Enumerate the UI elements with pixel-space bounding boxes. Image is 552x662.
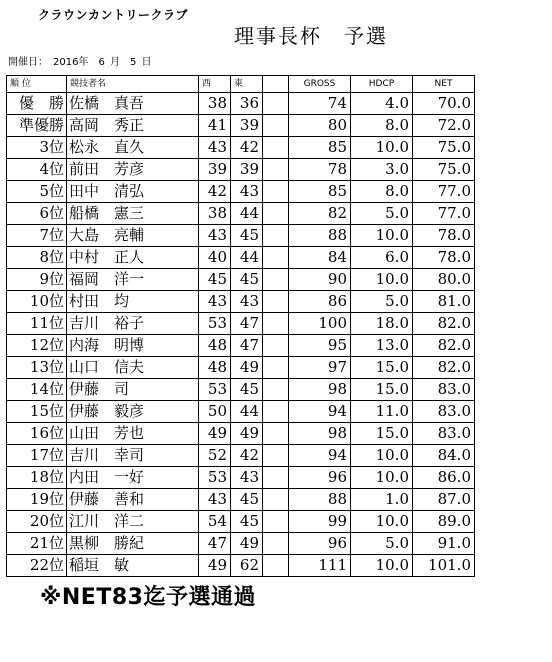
hdcp-cell: 1.0 [351,489,413,511]
player-name-cell: 山田 芳也 [67,423,199,445]
out-score-cell: 49 [199,423,231,445]
net-cell: 75.0 [413,159,475,181]
hdcp-cell: 13.0 [351,335,413,357]
gross-cell: 85 [289,137,351,159]
page-title: 理事長杯 予選 [234,24,388,48]
player-name-cell: 黒柳 勝紀 [67,533,199,555]
net-cell: 101.0 [413,555,475,577]
hdcp-cell: 8.0 [351,181,413,203]
gross-cell: 84 [289,247,351,269]
rank-cell: 16位 [7,423,67,445]
player-name-cell: 福岡 洋一 [67,269,199,291]
out-score-cell: 45 [199,269,231,291]
player-name-cell: 田中 清弘 [67,181,199,203]
table-header-row [7,76,475,93]
table-row [7,379,475,401]
net-cell: 89.0 [413,511,475,533]
in-score-cell: 39 [231,159,263,181]
player-name-cell: 内海 明博 [67,335,199,357]
out-score-cell: 48 [199,357,231,379]
out-score-cell: 50 [199,401,231,423]
hdcp-cell: 15.0 [351,357,413,379]
rank-cell: 6位 [7,203,67,225]
net-cell: 82.0 [413,313,475,335]
header-name: 競技者名 [67,76,199,93]
blank-cell [263,115,289,137]
rank-cell: 20位 [7,511,67,533]
blank-cell [263,181,289,203]
blank-cell [263,445,289,467]
hdcp-cell: 6.0 [351,247,413,269]
rank-cell: 18位 [7,467,67,489]
hdcp-cell: 8.0 [351,115,413,137]
gross-cell: 98 [289,379,351,401]
rank-cell: 19位 [7,489,67,511]
table-row [7,313,475,335]
rank-cell: 準優勝 [7,115,67,137]
in-score-cell: 49 [231,423,263,445]
blank-cell [263,291,289,313]
header-net: NET [413,76,475,93]
player-name-cell: 伊藤 毅彦 [67,401,199,423]
gross-cell: 85 [289,181,351,203]
hdcp-cell: 10.0 [351,137,413,159]
rank-cell: 15位 [7,401,67,423]
in-score-cell: 44 [231,203,263,225]
net-cell: 91.0 [413,533,475,555]
in-score-cell: 45 [231,269,263,291]
gross-cell: 74 [289,93,351,115]
event-date: 開催日： 2016年 6 月 5 日 [8,57,152,68]
table-row [7,555,475,577]
blank-cell [263,313,289,335]
net-cell: 87.0 [413,489,475,511]
in-score-cell: 47 [231,335,263,357]
in-score-cell: 43 [231,181,263,203]
out-score-cell: 53 [199,313,231,335]
table-row [7,93,475,115]
blank-cell [263,423,289,445]
blank-cell [263,269,289,291]
blank-cell [263,225,289,247]
header-blank [263,76,289,93]
in-score-cell: 36 [231,93,263,115]
player-name-cell: 吉川 幸司 [67,445,199,467]
hdcp-cell: 10.0 [351,555,413,577]
out-score-cell: 49 [199,555,231,577]
out-score-cell: 39 [199,159,231,181]
gross-cell: 90 [289,269,351,291]
rank-cell: 優 勝 [7,93,67,115]
table-row [7,401,475,423]
gross-cell: 94 [289,445,351,467]
out-score-cell: 47 [199,533,231,555]
net-cell: 72.0 [413,115,475,137]
club-name: クラウンカントリークラブ [38,8,189,22]
player-name-cell: 佐橋 真吾 [67,93,199,115]
table-row [7,467,475,489]
blank-cell [263,335,289,357]
out-score-cell: 48 [199,335,231,357]
blank-cell [263,467,289,489]
net-cell: 86.0 [413,467,475,489]
out-score-cell: 41 [199,115,231,137]
hdcp-cell: 15.0 [351,379,413,401]
out-score-cell: 43 [199,137,231,159]
net-cell: 84.0 [413,445,475,467]
gross-cell: 96 [289,467,351,489]
net-cell: 81.0 [413,291,475,313]
player-name-cell: 吉川 裕子 [67,313,199,335]
table-row [7,269,475,291]
rank-cell: 7位 [7,225,67,247]
header-in: 東 [231,76,263,93]
player-name-cell: 前田 芳彦 [67,159,199,181]
in-score-cell: 45 [231,225,263,247]
net-cell: 75.0 [413,137,475,159]
table-row [7,511,475,533]
blank-cell [263,93,289,115]
player-name-cell: 内田 一好 [67,467,199,489]
header-rank: 順 位 [7,76,67,93]
rank-cell: 11位 [7,313,67,335]
in-score-cell: 45 [231,489,263,511]
table-row [7,445,475,467]
hdcp-cell: 10.0 [351,269,413,291]
out-score-cell: 53 [199,467,231,489]
in-score-cell: 49 [231,533,263,555]
table-row [7,489,475,511]
out-score-cell: 53 [199,379,231,401]
gross-cell: 98 [289,423,351,445]
player-name-cell: 伊藤 善和 [67,489,199,511]
player-name-cell: 高岡 秀正 [67,115,199,137]
out-score-cell: 52 [199,445,231,467]
player-name-cell: 大島 亮輔 [67,225,199,247]
gross-cell: 78 [289,159,351,181]
hdcp-cell: 5.0 [351,291,413,313]
out-score-cell: 40 [199,247,231,269]
blank-cell [263,379,289,401]
net-cell: 83.0 [413,423,475,445]
in-score-cell: 45 [231,379,263,401]
hdcp-cell: 5.0 [351,203,413,225]
rank-cell: 21位 [7,533,67,555]
rank-cell: 4位 [7,159,67,181]
hdcp-cell: 11.0 [351,401,413,423]
hdcp-cell: 10.0 [351,467,413,489]
rank-cell: 9位 [7,269,67,291]
blank-cell [263,159,289,181]
net-cell: 78.0 [413,247,475,269]
in-score-cell: 44 [231,247,263,269]
in-score-cell: 42 [231,445,263,467]
rank-cell: 22位 [7,555,67,577]
net-cell: 80.0 [413,269,475,291]
gross-cell: 96 [289,533,351,555]
out-score-cell: 38 [199,93,231,115]
gross-cell: 88 [289,225,351,247]
hdcp-cell: 5.0 [351,533,413,555]
blank-cell [263,247,289,269]
hdcp-cell: 3.0 [351,159,413,181]
blank-cell [263,357,289,379]
results-table [6,75,475,577]
player-name-cell: 船橋 憲三 [67,203,199,225]
in-score-cell: 43 [231,467,263,489]
player-name-cell: 村田 均 [67,291,199,313]
gross-cell: 97 [289,357,351,379]
in-score-cell: 43 [231,291,263,313]
rank-cell: 10位 [7,291,67,313]
gross-cell: 82 [289,203,351,225]
blank-cell [263,401,289,423]
gross-cell: 88 [289,489,351,511]
header-out: 西 [199,76,231,93]
out-score-cell: 43 [199,489,231,511]
in-score-cell: 45 [231,511,263,533]
rank-cell: 3位 [7,137,67,159]
header-gross: GROSS [289,76,351,93]
table-row [7,423,475,445]
in-score-cell: 49 [231,357,263,379]
rank-cell: 5位 [7,181,67,203]
blank-cell [263,533,289,555]
rank-cell: 14位 [7,379,67,401]
table-row [7,335,475,357]
player-name-cell: 伊藤 司 [67,379,199,401]
out-score-cell: 43 [199,291,231,313]
gross-cell: 95 [289,335,351,357]
gross-cell: 86 [289,291,351,313]
table-row [7,181,475,203]
in-score-cell: 62 [231,555,263,577]
table-row [7,357,475,379]
in-score-cell: 47 [231,313,263,335]
out-score-cell: 38 [199,203,231,225]
blank-cell [263,489,289,511]
rank-cell: 17位 [7,445,67,467]
rank-cell: 12位 [7,335,67,357]
table-row [7,247,475,269]
net-cell: 83.0 [413,379,475,401]
player-name-cell: 山口 信夫 [67,357,199,379]
hdcp-cell: 15.0 [351,423,413,445]
net-cell: 77.0 [413,181,475,203]
player-name-cell: 中村 正人 [67,247,199,269]
out-score-cell: 43 [199,225,231,247]
table-row [7,203,475,225]
qualification-note: ※NET83迄予選通過 [40,585,256,610]
blank-cell [263,511,289,533]
rank-cell: 13位 [7,357,67,379]
player-name-cell: 江川 洋二 [67,511,199,533]
gross-cell: 94 [289,401,351,423]
player-name-cell: 松永 直久 [67,137,199,159]
player-name-cell: 稲垣 敏 [67,555,199,577]
blank-cell [263,203,289,225]
table-row [7,533,475,555]
blank-cell [263,137,289,159]
hdcp-cell: 10.0 [351,445,413,467]
out-score-cell: 42 [199,181,231,203]
gross-cell: 100 [289,313,351,335]
gross-cell: 99 [289,511,351,533]
blank-cell [263,555,289,577]
hdcp-cell: 10.0 [351,511,413,533]
gross-cell: 111 [289,555,351,577]
hdcp-cell: 10.0 [351,225,413,247]
header-hdcp: HDCP [351,76,413,93]
rank-cell: 8位 [7,247,67,269]
in-score-cell: 42 [231,137,263,159]
net-cell: 82.0 [413,335,475,357]
out-score-cell: 54 [199,511,231,533]
net-cell: 83.0 [413,401,475,423]
table-row [7,225,475,247]
net-cell: 77.0 [413,203,475,225]
table-row [7,115,475,137]
hdcp-cell: 4.0 [351,93,413,115]
in-score-cell: 39 [231,115,263,137]
gross-cell: 80 [289,115,351,137]
table-row [7,291,475,313]
hdcp-cell: 18.0 [351,313,413,335]
net-cell: 78.0 [413,225,475,247]
table-row [7,159,475,181]
in-score-cell: 44 [231,401,263,423]
net-cell: 82.0 [413,357,475,379]
net-cell: 70.0 [413,93,475,115]
table-row [7,137,475,159]
